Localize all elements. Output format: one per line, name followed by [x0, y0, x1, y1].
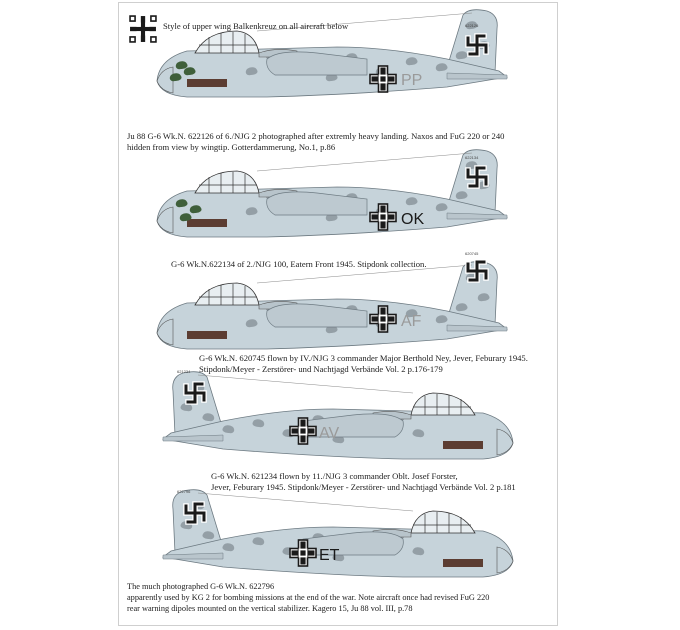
- aircraft-profile-5: [163, 489, 513, 577]
- caption-line: Stipdonk/Meyer - Zerstörer- und Nachtjagd Verbände Vol. 2 p.176-179: [199, 364, 443, 374]
- aircraft-2-code: OK: [401, 211, 425, 228]
- aircraft-1-code: PP: [401, 72, 423, 89]
- caption-line: G-6 Wk.N. 620745 flown by IV./NJG 3 commander Major Berthold Ney, Jever, Feburary 1945.: [199, 353, 528, 363]
- aircraft-3-code: AF: [401, 313, 422, 330]
- caption-line: G-6 Wk.N. 621234 flown by 11./NJG 3 commander Oblt. Josef Forster,: [211, 471, 458, 481]
- aircraft-2-caption: [171, 259, 426, 270]
- caption-line: The much photographed G-6 Wk.N. 622796: [127, 582, 275, 591]
- caption-line: hidden from view by wingtip. Gotterdammerung, No.1, p.86: [127, 142, 336, 152]
- legend-text: Style of upper wing Balkenkreuz on all aircraft below: [163, 21, 349, 31]
- aircraft-1-caption: [127, 131, 504, 153]
- caption-line: G-6 Wk.N.622134 of 2./NJG 100, Eatern Front 1945. Stipdonk collection.: [171, 259, 427, 269]
- aircraft-3-caption: [199, 353, 528, 375]
- caption-line: Jever, Feburary 1945. Stipdonk/Meyer - Zerstörer- und Nachtjagd Verbände Vol. 2 p.181: [211, 482, 516, 492]
- caption-line: rear warning dipoles mounted on the vertical stabilizer. Kagero 15, Ju 88 vol. III, p.78: [127, 604, 413, 613]
- aircraft-profile-2: [157, 150, 507, 237]
- aircraft-profile-4: [163, 369, 513, 459]
- aircraft-1-stab-number: 622126: [465, 23, 479, 28]
- aircraft-3-stab-number: 620745: [465, 251, 479, 256]
- aircraft-2-stab-number: 622134: [465, 155, 479, 160]
- aircraft-profiles-art: [119, 3, 558, 626]
- legend: [131, 11, 348, 41]
- aircraft-5-code: ET: [319, 547, 340, 564]
- aircraft-5-stab-number: 622796: [177, 489, 191, 494]
- profile-sheet: [118, 2, 558, 626]
- aircraft-4-stab-number: 621234: [177, 369, 191, 374]
- aircraft-4-caption: [211, 471, 516, 493]
- caption-line: Ju 88 G-6 Wk.N. 622126 of 6./NJG 2 photographed after extremly heavy landing. Naxos and FuG 220 or 240: [127, 131, 505, 141]
- aircraft-4-code: AV: [319, 425, 340, 442]
- caption-line: apparently used by KG 2 for bombing missions at the end of the war. Note aircraft once had revised FuG 220: [127, 593, 490, 602]
- aircraft-5-caption: [127, 581, 489, 614]
